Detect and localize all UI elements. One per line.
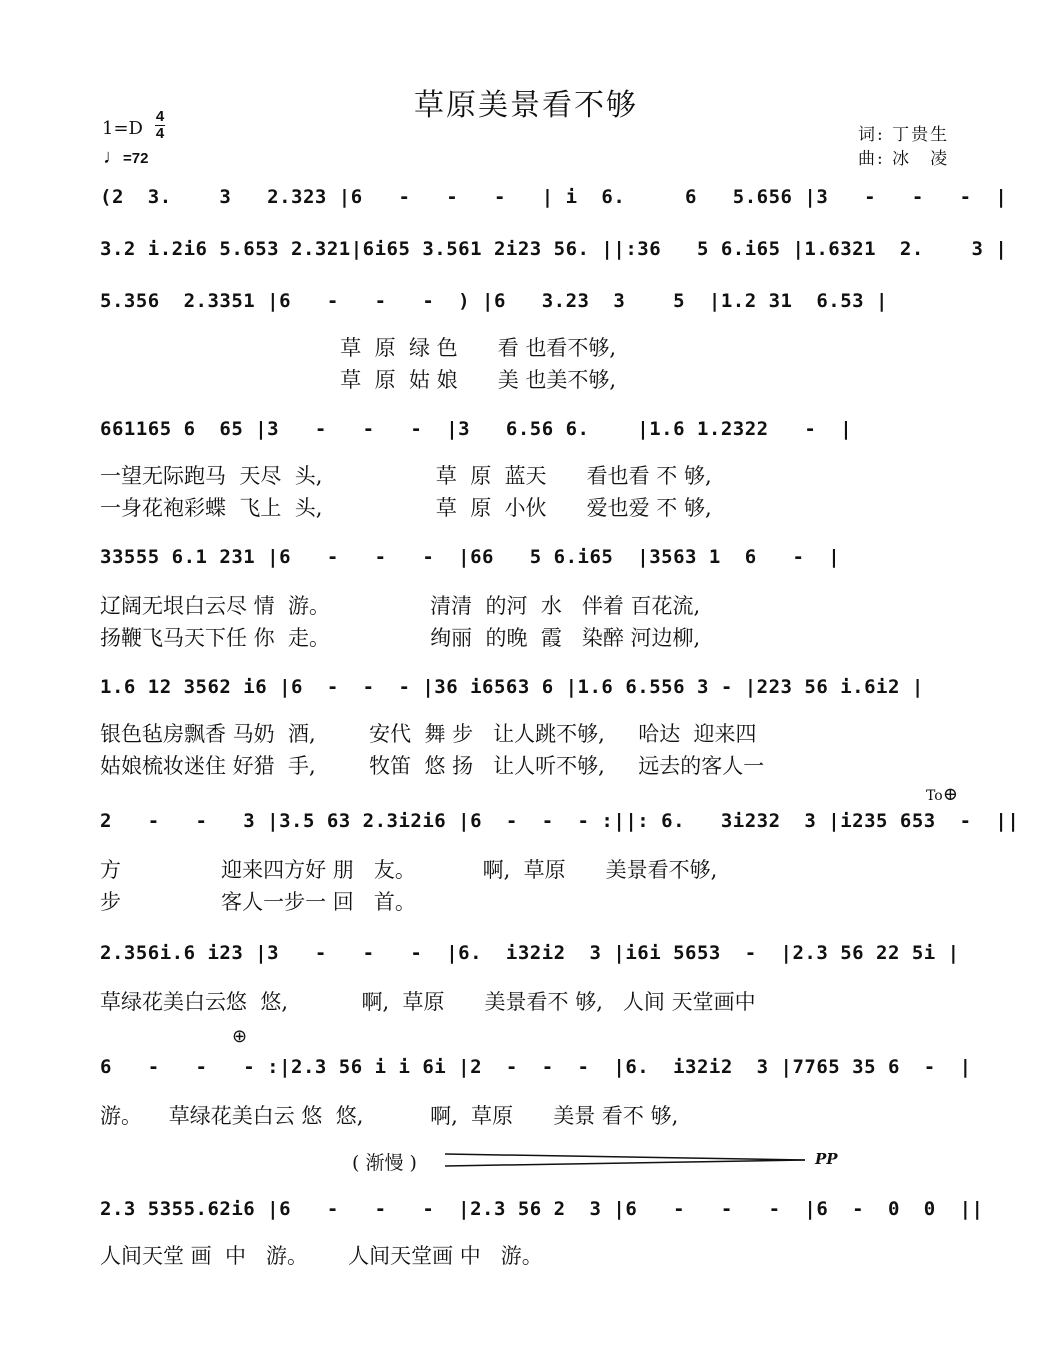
staff-row-9	[0, 1056, 1052, 1088]
key-signature: 1=D	[102, 118, 143, 139]
notation-line: 1.6 12 3562 i6 |6 - - - |36 i6563 6 |1.6 6.556 3 - |223 56 i.6i2 |	[100, 676, 924, 698]
staff-row-10	[0, 1198, 1052, 1230]
quarter-note-icon: ♩	[103, 146, 123, 168]
notation-line: 5.356 2.3351 |6 - - - ) |6 3.23 3 5 |1.2 31 6.53 |	[100, 290, 888, 312]
time-signature	[155, 110, 165, 141]
lyric-line: 步 客人一步一 回 首。	[100, 890, 416, 914]
staff-row-8	[0, 942, 1052, 974]
notation-line: 6 - - - :|2.3 56 i i 6i |2 - - - |6. i32i2 3 |7765 35 6 - |	[100, 1056, 972, 1078]
notation-line: 2 - - 3 |3.5 63 2.3i2i6 |6 - - - :||: 6. 3i232 3 |i235 653 - ||	[100, 810, 1020, 832]
lyric-line: 草绿花美白云悠 悠, 啊, 草原 美景看不 够, 人间 天堂画中	[100, 990, 756, 1014]
pianissimo-marking: PP	[815, 1150, 838, 1168]
notation-line: 2.3 5355.62i6 |6 - - - |2.3 56 2 3 |6 - - - |6 - 0 0 ||	[100, 1198, 984, 1220]
tempo-value: =72	[123, 150, 149, 167]
notation-line: 661165 6 65 |3 - - - |3 6.56 6. |1.6 1.2322 - |	[100, 418, 853, 440]
lyric-line: 人间天堂 画 中 游。 人间天堂画 中 游。	[100, 1244, 543, 1268]
decrescendo-hairpin	[445, 1153, 805, 1167]
notation-line: 2.356i.6 i23 |3 - - - |6. i32i2 3 |i6i 5653 - |2.3 56 22 5i |	[100, 942, 960, 964]
notation-line: (2 3. 3 2.323 |6 - - - | i 6. 6 5.656 |3 - - - |	[100, 186, 1008, 208]
lyric-line: 草 原 绿 色 看 也看不够,	[100, 336, 617, 360]
notation-line: 3.2 i.2i6 5.653 2.321|6i65 3.561 2i23 56. ||:36 5 6.i65 |1.6321 2. 3 |	[100, 238, 1008, 260]
lyric-line: 一身花袍彩蝶 飞上 头, 草 原 小伙 爱也爱 不 够,	[100, 496, 712, 520]
staff-row-3	[0, 290, 1052, 322]
staff-row-4	[0, 418, 1052, 450]
lyric-line: 银色毡房飘香 马奶 酒, 安代 舞 步 让人跳不够, 哈达 迎来四	[100, 722, 757, 746]
staff-row-1	[0, 186, 1052, 218]
coda-icon: ⊕	[942, 784, 958, 805]
ritardando-marking: ( 渐慢 )	[352, 1152, 417, 1174]
notation-line: 33555 6.1 231 |6 - - - |66 5 6.i65 |3563 1 6 - |	[100, 546, 841, 568]
time-signature-top: 4	[155, 108, 165, 125]
lyric-line: 游。 草绿花美白云 悠 悠, 啊, 草原 美景 看不 够,	[100, 1104, 679, 1128]
to-coda-label: To	[926, 788, 943, 804]
staff-row-7	[0, 810, 1052, 842]
lyric-line: 草 原 姑 娘 美 也美不够,	[100, 368, 617, 392]
coda-icon: ⊕	[232, 1026, 248, 1046]
composer-credit: 曲: 冰 凌	[858, 149, 950, 169]
staff-row-6	[0, 676, 1052, 708]
lyric-line: 方 迎来四方好 朋 友。 啊, 草原 美景看不够,	[100, 858, 718, 882]
lyric-line: 扬鞭飞马天下任 你 走。 绚丽 的晚 霞 染醉 河边柳,	[100, 626, 701, 650]
lyric-line: 一望无际跑马 天尽 头, 草 原 蓝天 看也看 不 够,	[100, 464, 712, 488]
lyric-line: 辽阔无垠白云尽 情 游。 清清 的河 水 伴着 百花流,	[100, 594, 701, 618]
time-signature-bottom: 4	[155, 125, 165, 142]
lyricist-credit: 词: 丁贵生	[858, 125, 950, 145]
to-coda-mark	[926, 784, 958, 805]
tempo-marking	[103, 146, 148, 169]
lyric-line: 姑娘梳妆迷住 好猎 手, 牧笛 悠 扬 让人听不够, 远去的客人一	[100, 754, 765, 778]
song-title: 草原美景看不够	[414, 88, 638, 123]
staff-row-2	[0, 238, 1052, 270]
staff-row-5	[0, 546, 1052, 578]
